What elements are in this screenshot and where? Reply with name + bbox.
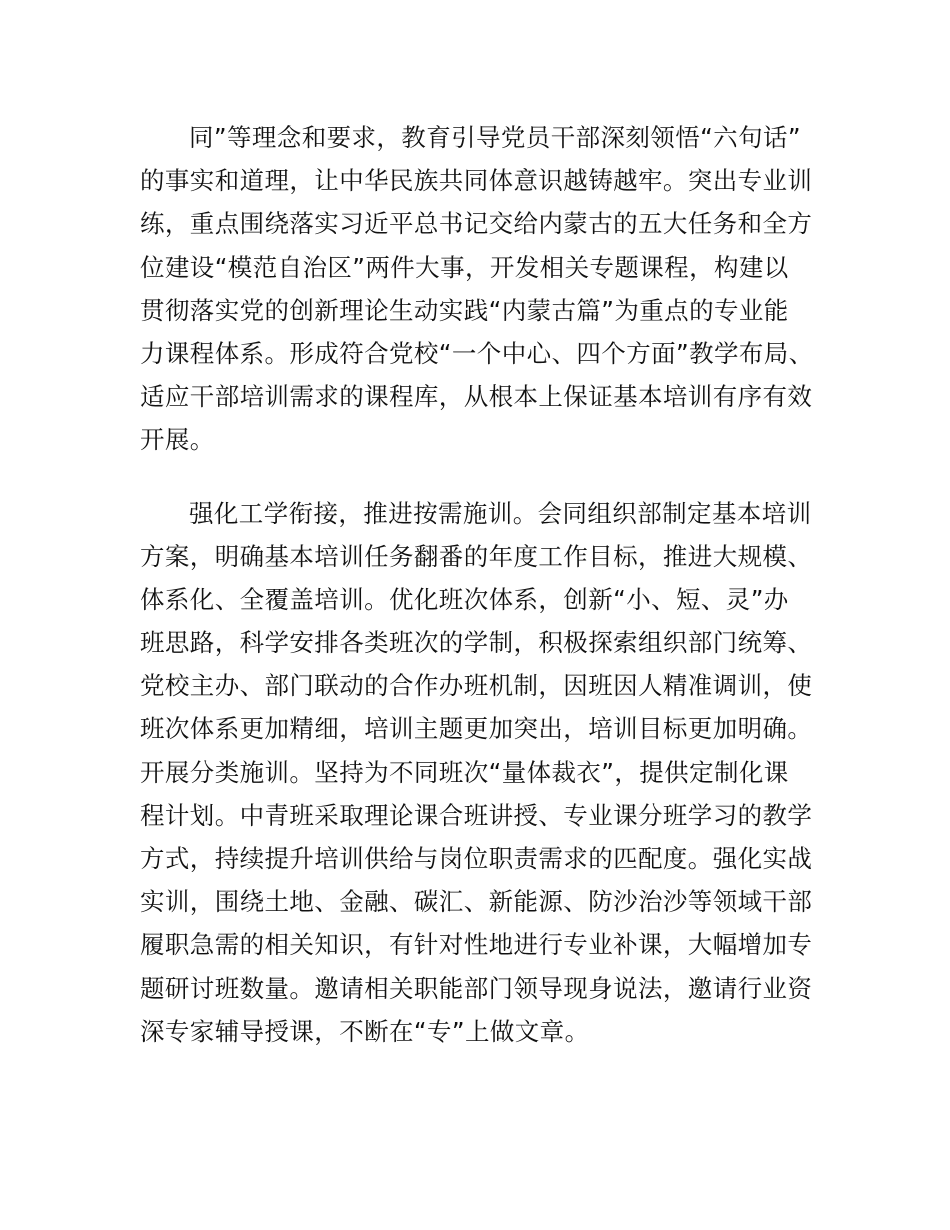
text-line: 练，重点围绕落实习近平总书记交给内蒙古的五大任务和全方: [140, 209, 813, 239]
text-line: 体系化、全覆盖培训。优化班次体系，创新“小、短、灵”办: [140, 584, 789, 614]
text-line: 强化工学衔接，推进按需施训。会同组织部制定基本培训: [189, 498, 812, 528]
text-line: 实训，围绕土地、金融、碳汇、新能源、防沙治沙等领域干部: [140, 887, 813, 917]
text-line: 题研讨班数量。邀请相关职能部门领导现身说法，邀请行业资: [140, 973, 813, 1003]
paragraph-2: [140, 492, 840, 1053]
text-line: 同”等理念和要求，教育引导党员干部深刻领悟“六句话”: [189, 123, 801, 152]
text-line: 班思路，科学安排各类班次的学制，积极探索组织部门统筹、: [140, 628, 813, 658]
text-line: 位建设“模范自治区”两件大事，开发相关专题课程，构建以: [140, 252, 789, 282]
text-line: 履职急需的相关知识，有针对性地进行专业补课，大幅增加专: [140, 930, 813, 960]
text-line: 程计划。中青班采取理论课合班讲授、专业课分班学习的教学: [140, 800, 813, 830]
text-line: 开展分类施训。坚持为不同班次“量体裁衣”，提供定制化课: [140, 757, 789, 787]
text-line: 开展。: [140, 425, 215, 455]
text-line: 班次体系更加精细，培训主题更加突出，培训目标更加明确。: [140, 714, 813, 744]
text-line: 的事实和道理，让中华民族共同体意识越铸越牢。突出专业训: [140, 166, 813, 196]
text-line: 方式，持续提升培训供给与岗位职责需求的匹配度。强化实战: [140, 844, 813, 873]
text-line: 党校主办、部门联动的合作办班机制，因班因人精准调训，使: [140, 671, 813, 701]
paragraph-1: [140, 116, 840, 462]
text-line: 贯彻落实党的创新理论生动实践“内蒙古篇”为重点的专业能: [140, 295, 789, 325]
text-line: 力课程体系。形成符合党校“一个中心、四个方面”教学布局、: [140, 338, 814, 368]
text-line: 深专家辅导授课，不断在“专”上做文章。: [140, 1016, 590, 1046]
text-line: 适应干部培训需求的课程库，从根本上保证基本培训有序有效: [140, 382, 813, 412]
text-line: 方案，明确基本培训任务翻番的年度工作目标，推进大规模、: [140, 541, 813, 571]
document-page: [140, 116, 840, 1053]
